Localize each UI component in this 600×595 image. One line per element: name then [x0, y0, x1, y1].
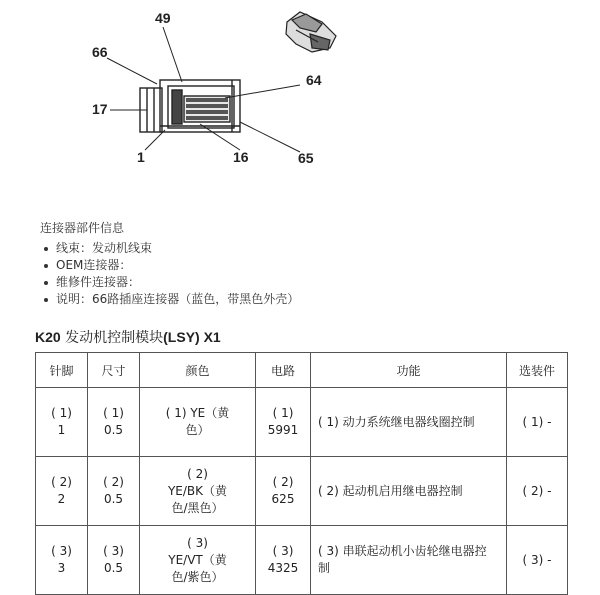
info-item-oem-connector: OEM连接器： [40, 257, 299, 274]
info-item-service-connector: 维修件连接器： [40, 274, 299, 291]
callout-1: 1 [137, 149, 145, 165]
cell-color: ( 3) YE/VT（黄 色/紫色） [140, 526, 256, 595]
cell-circuit: ( 1) 5991 [256, 388, 311, 457]
cell-pin: ( 1) 1 [36, 388, 88, 457]
cell-size: ( 1) 0.5 [88, 388, 140, 457]
cell-option: ( 1) - [507, 388, 568, 457]
cell-circuit: ( 2) 625 [256, 457, 311, 526]
table-row [36, 526, 568, 595]
table-header-row [36, 353, 568, 388]
cell-function: ( 3) 串联起动机小齿轮继电器控 制 [311, 526, 507, 595]
table-title-code: K20 [35, 329, 61, 345]
info-item-harness: 线束：发动机线束 [40, 240, 299, 257]
connector-info-list [40, 240, 299, 308]
header-color: 颜色 [140, 353, 256, 388]
callout-49: 49 [155, 10, 171, 26]
connector-diagram [0, 0, 600, 200]
header-circuit: 电路 [256, 353, 311, 388]
cell-color: ( 1) YE（黄 色） [140, 388, 256, 457]
table-row [36, 457, 568, 526]
cell-circuit: ( 3) 4325 [256, 526, 311, 595]
cell-size: ( 3) 0.5 [88, 526, 140, 595]
callout-16: 16 [233, 149, 249, 165]
connector-3d-sketch [286, 12, 336, 52]
header-pin: 针脚 [36, 353, 88, 388]
cell-size: ( 2) 0.5 [88, 457, 140, 526]
header-function: 功能 [311, 353, 507, 388]
table-title [35, 327, 221, 347]
cell-pin: ( 3) 3 [36, 526, 88, 595]
table-title-name: 发动机控制模块 [60, 330, 164, 346]
callout-66: 66 [92, 44, 108, 60]
cell-option: ( 2) - [507, 457, 568, 526]
table-row [36, 388, 568, 457]
pinout-table [35, 352, 568, 595]
leader-lines [107, 27, 300, 152]
callout-64: 64 [306, 72, 322, 88]
cell-color: ( 2) YE/BK（黄 色/黑色） [140, 457, 256, 526]
info-item-description: 说明：66路插座连接器（蓝色，带黑色外壳） [40, 291, 299, 308]
cell-function: ( 1) 动力系统继电器线圈控制 [311, 388, 507, 457]
cell-option: ( 3) - [507, 526, 568, 595]
connector-info-title: 连接器部件信息 [40, 221, 125, 235]
cell-pin: ( 2) 2 [36, 457, 88, 526]
table-title-model: (LSY) X1 [163, 329, 221, 345]
callout-17: 17 [92, 101, 108, 117]
header-size: 尺寸 [88, 353, 140, 388]
callout-65: 65 [298, 150, 314, 166]
header-option: 选装件 [507, 353, 568, 388]
cell-function: ( 2) 起动机启用继电器控制 [311, 457, 507, 526]
